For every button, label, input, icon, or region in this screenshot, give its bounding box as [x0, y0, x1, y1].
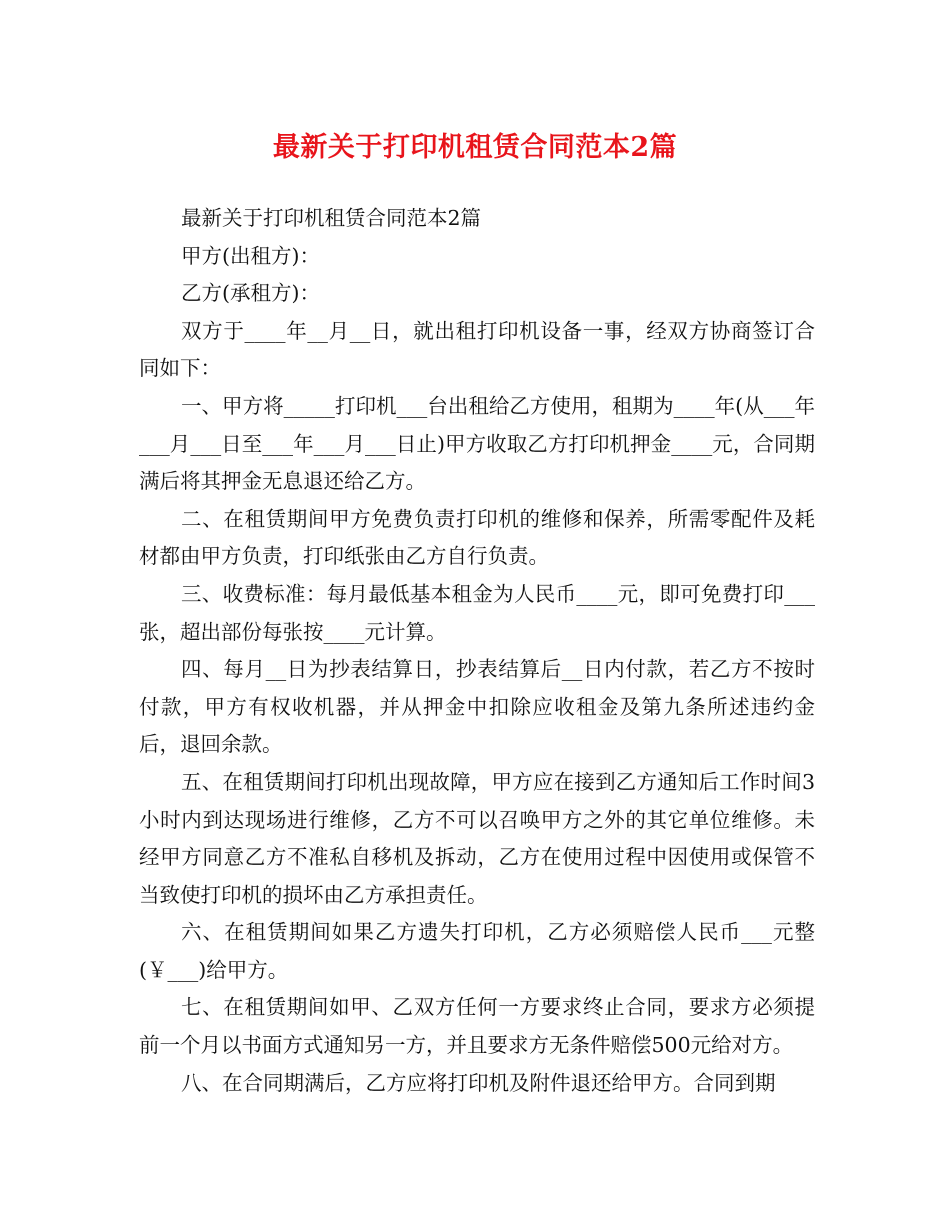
clause-8-paragraph: 八、在合同期满后，乙方应将打印机及附件退还给甲方。合同到期: [181, 1070, 776, 1095]
party-a-line: 甲方(出租方)：: [181, 243, 320, 268]
clause-1-paragraph: 一、甲方将_____打印机___台出租给乙方使用，租期为____年(从___年___月___日至___年___月___日止)甲方收取乙方打印机押金____元，合同期满后将其押金无息退还给乙方。: [139, 393, 815, 494]
clause-3-paragraph: 三、收费标准：每月最低基本租金为人民币____元，即可免费打印___张，超出部份每张按____元计算。: [139, 581, 815, 644]
subtitle-paragraph: 最新关于打印机租赁合同范本2篇: [181, 206, 482, 230]
preamble-paragraph: 双方于____年__月__日，就出租打印机设备一事，经双方协商签订合同如下：: [139, 318, 815, 381]
document-body: [139, 200, 815, 1102]
party-b-line: 乙方(承租方)：: [181, 281, 320, 306]
clause-7-paragraph: 七、在租赁期间如甲、乙双方任何一方要求终止合同，要求方必须提前一个月以书面方式通知另一方，并且要求方无条件赔偿500元给对方。: [139, 995, 815, 1058]
clause-5-paragraph: 五、在租赁期间打印机出现故障，甲方应在接到乙方通知后工作时间3小时内到达现场进行维修，乙方不可以召唤甲方之外的其它单位维修。未经甲方同意乙方不准私自移机及拆动，乙方在使用过程中因使用或保管不当致使打印机的损坏由乙方承担责任。: [139, 769, 815, 907]
clause-6-paragraph: 六、在租赁期间如果乙方遗失打印机，乙方必须赔偿人民币___元整(￥___)给甲方。: [139, 920, 815, 982]
document-title: 最新关于打印机租赁合同范本2篇: [272, 132, 678, 163]
clause-2-paragraph: 二、在租赁期间甲方免费负责打印机的维修和保养，所需零配件及耗材都由甲方负责，打印纸张由乙方自行负责。: [139, 506, 815, 569]
clause-4-paragraph: 四、每月__日为抄表结算日，抄表结算后__日内付款，若乙方不按时付款，甲方有权收机器，并从押金中扣除应收租金及第九条所述违约金后，退回余款。: [139, 657, 815, 757]
